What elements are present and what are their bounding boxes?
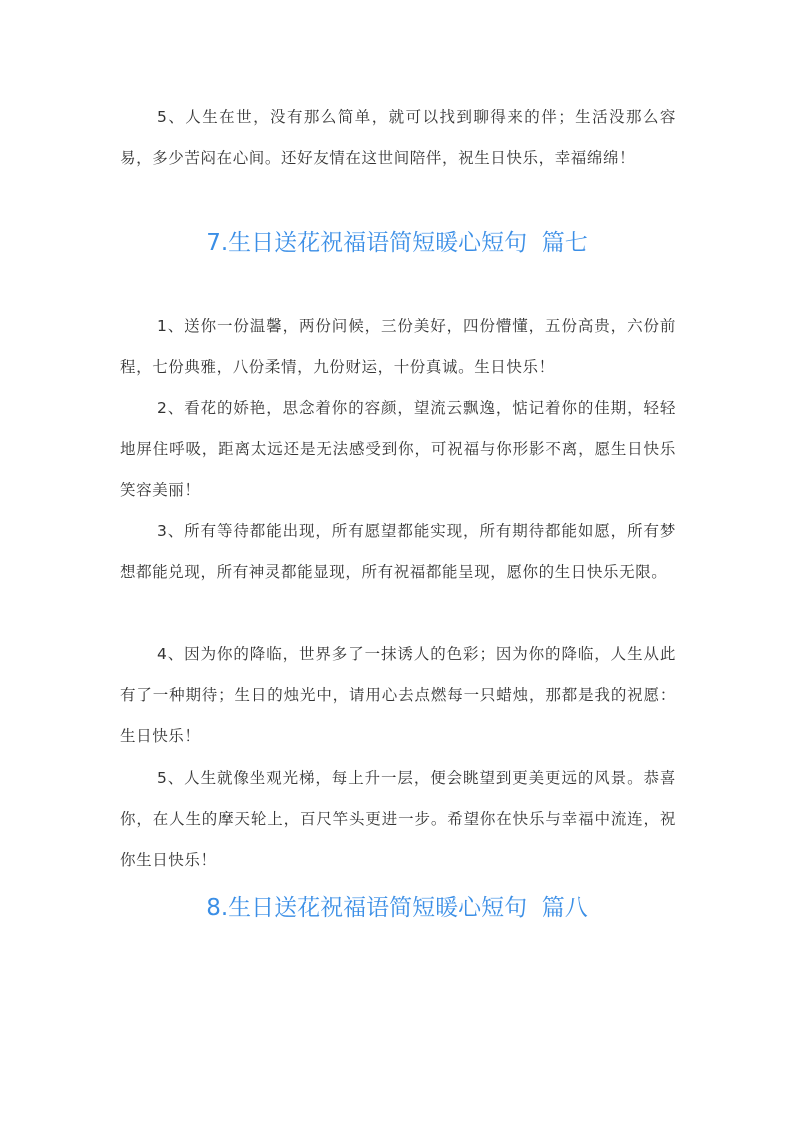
section-7-heading: 7.生日送花祝福语简短暖心短句 篇七 — [206, 230, 588, 256]
paragraph-item-5-previous: 5、人生在世，没有那么简单，就可以找到聊得来的伴；生活没那么容易，多少苦闷在心间。还好友情在这世间陪伴，祝生日快乐，幸福绵绵！ — [120, 108, 676, 167]
paragraph-item-3: 3、所有等待都能出现，所有愿望都能实现，所有期待都能如愿，所有梦想都能兑现，所有神灵都能显现，所有祝福都能呈现，愿你的生日快乐无限。 — [120, 522, 676, 581]
paragraph-item-5: 5、人生就像坐观光梯，每上升一层，便会眺望到更美更远的风景。恭喜你，在人生的摩天轮上，百尺竿头更进一步。希望你在快乐与幸福中流连，祝你生日快乐！ — [120, 769, 676, 869]
paragraph-item-2: 2、看花的娇艳，思念着你的容颜，望流云飘逸，惦记着你的佳期，轻轻地屏住呼吸，距离太远还是无法感受到你，可祝福与你形影不离，愿生日快乐笑容美丽！ — [120, 399, 676, 499]
paragraph-item-4: 4、因为你的降临，世界多了一抹诱人的色彩；因为你的降临，人生从此有了一种期待；生日的烛光中，请用心去点燃每一只蜡烛，那都是我的祝愿：生日快乐！ — [120, 645, 676, 745]
paragraph-item-1: 1、送你一份温馨，两份问候，三份美好，四份懵懂，五份高贵，六份前程，七份典雅，八份柔情，九份财运，十份真诚。生日快乐！ — [120, 317, 676, 376]
section-8-heading: 8.生日送花祝福语简短暖心短句 篇八 — [206, 895, 588, 921]
